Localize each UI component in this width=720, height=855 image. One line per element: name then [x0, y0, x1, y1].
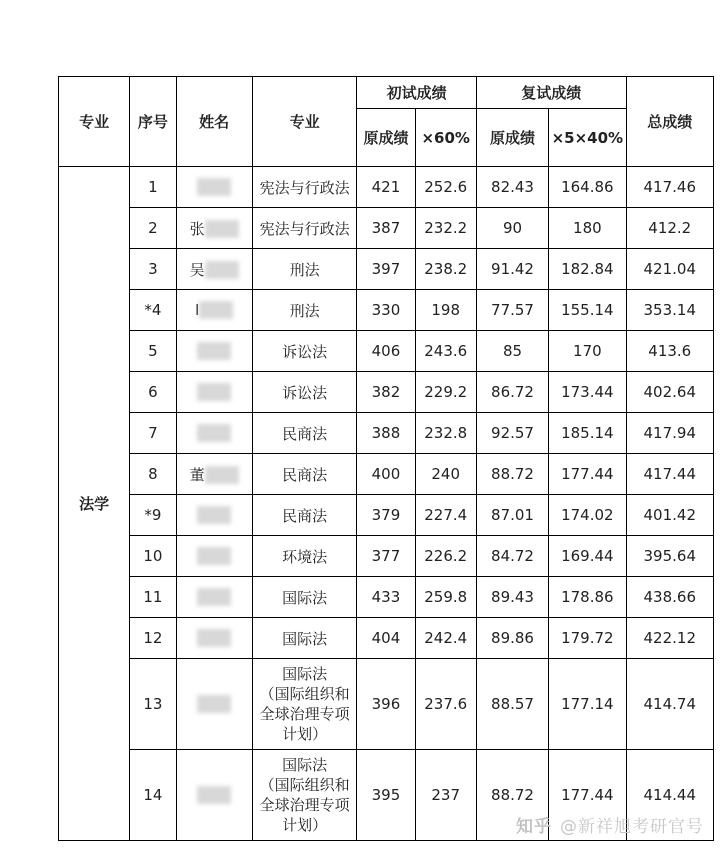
cell-seq: 3 — [130, 249, 176, 290]
name-redaction-blur — [197, 424, 231, 442]
cell-total: 417.94 — [626, 413, 713, 454]
cell-total: 353.14 — [626, 290, 713, 331]
cell-direction: 诉讼法 — [252, 331, 356, 372]
cell-initial-raw: 404 — [357, 618, 415, 659]
cell-name — [176, 454, 252, 495]
name-redaction-blur — [197, 383, 231, 401]
cell-seq: 7 — [130, 413, 176, 454]
cell-seq: 13 — [130, 659, 176, 750]
cell-initial-raw: 388 — [357, 413, 415, 454]
table-row — [59, 249, 714, 290]
cell-retest-weighted: 185.14 — [549, 413, 626, 454]
header-direction: 专业 — [252, 77, 356, 167]
table-row — [59, 413, 714, 454]
cell-direction: 民商法 — [252, 413, 356, 454]
cell-direction: 诉讼法 — [252, 372, 356, 413]
header-initial: 初试成绩 — [357, 77, 477, 109]
cell-initial-weighted: 227.4 — [415, 495, 476, 536]
name-redaction-blur — [197, 786, 231, 804]
watermark — [516, 812, 704, 837]
cell-initial-weighted: 232.2 — [415, 208, 476, 249]
cell-seq: 12 — [130, 618, 176, 659]
cell-direction: 宪法与行政法 — [252, 208, 356, 249]
cell-seq: 6 — [130, 372, 176, 413]
name-redaction-blur — [205, 261, 239, 279]
cell-initial-raw: 382 — [357, 372, 415, 413]
name-text: I — [194, 300, 200, 319]
cell-seq: 1 — [130, 167, 176, 208]
cell-name — [176, 413, 252, 454]
cell-total: 417.44 — [626, 454, 713, 495]
cell-name — [176, 618, 252, 659]
cell-initial-raw: 377 — [357, 536, 415, 577]
cell-retest-raw: 89.86 — [476, 618, 548, 659]
cell-initial-weighted: 237 — [415, 750, 476, 841]
cell-name — [176, 495, 252, 536]
cell-retest-raw: 88.72 — [476, 454, 548, 495]
cell-direction: 国际法 （国际组织和 全球治理专项 计划） — [252, 659, 356, 750]
cell-direction: 民商法 — [252, 454, 356, 495]
cell-name — [176, 290, 252, 331]
cell-direction: 民商法 — [252, 495, 356, 536]
header-retest: 复试成绩 — [476, 77, 626, 109]
cell-retest-weighted: 177.44 — [549, 750, 626, 841]
cell-total: 401.42 — [626, 495, 713, 536]
table-row — [59, 659, 714, 750]
table-row — [59, 167, 714, 208]
table-body — [59, 167, 714, 841]
table-row — [59, 618, 714, 659]
table-row — [59, 536, 714, 577]
cell-total: 438.66 — [626, 577, 713, 618]
cell-initial-weighted: 229.2 — [415, 372, 476, 413]
cell-direction: 宪法与行政法 — [252, 167, 356, 208]
cell-seq: *9 — [130, 495, 176, 536]
header-major: 专业 — [59, 77, 130, 167]
cell-name — [176, 659, 252, 750]
cell-direction: 环境法 — [252, 536, 356, 577]
cell-name — [176, 167, 252, 208]
cell-initial-raw: 387 — [357, 208, 415, 249]
cell-initial-raw: 400 — [357, 454, 415, 495]
admission-table — [58, 76, 714, 841]
cell-initial-raw: 396 — [357, 659, 415, 750]
cell-direction: 国际法 （国际组织和 全球治理专项 计划） — [252, 750, 356, 841]
cell-direction: 国际法 — [252, 577, 356, 618]
cell-initial-weighted: 238.2 — [415, 249, 476, 290]
cell-name — [176, 208, 252, 249]
header-retest-weighted: ×5×40% — [549, 109, 626, 167]
cell-name — [176, 372, 252, 413]
name-text: 吴 — [189, 260, 205, 279]
cell-retest-weighted: 182.84 — [549, 249, 626, 290]
cell-initial-weighted: 240 — [415, 454, 476, 495]
cell-retest-raw: 85 — [476, 331, 548, 372]
header-name: 姓名 — [176, 77, 252, 167]
cell-seq: 2 — [130, 208, 176, 249]
cell-initial-weighted: 242.4 — [415, 618, 476, 659]
watermark-text: @新祥旭考研官号 — [560, 817, 704, 837]
name-redaction-blur — [205, 466, 239, 484]
name-redaction-blur — [197, 342, 231, 360]
name-text: 张 — [189, 219, 205, 238]
major-group-cell: 法学 — [59, 167, 130, 841]
cell-retest-raw: 87.01 — [476, 495, 548, 536]
cell-retest-weighted: 177.44 — [549, 454, 626, 495]
cell-total: 421.04 — [626, 249, 713, 290]
table-row — [59, 372, 714, 413]
cell-initial-raw: 395 — [357, 750, 415, 841]
header-retest-raw: 原成绩 — [476, 109, 548, 167]
name-redaction-blur — [197, 506, 231, 524]
cell-initial-weighted: 259.8 — [415, 577, 476, 618]
name-redaction-blur — [197, 629, 231, 647]
cell-retest-raw: 88.57 — [476, 659, 548, 750]
cell-retest-raw: 86.72 — [476, 372, 548, 413]
table-row — [59, 495, 714, 536]
cell-seq: *4 — [130, 290, 176, 331]
cell-retest-weighted: 155.14 — [549, 290, 626, 331]
name-redaction-blur — [197, 695, 231, 713]
zhihu-logo: 知乎 — [516, 817, 552, 837]
table-row — [59, 290, 714, 331]
cell-retest-weighted: 180 — [549, 208, 626, 249]
cell-name — [176, 249, 252, 290]
cell-retest-raw: 91.42 — [476, 249, 548, 290]
cell-total: 402.64 — [626, 372, 713, 413]
name-text: 董 — [189, 465, 205, 484]
name-redaction-blur — [199, 301, 233, 319]
name-redaction-blur — [205, 220, 239, 238]
cell-retest-raw: 92.57 — [476, 413, 548, 454]
cell-retest-weighted: 173.44 — [549, 372, 626, 413]
header-total: 总成绩 — [626, 77, 713, 167]
cell-direction: 刑法 — [252, 249, 356, 290]
cell-retest-weighted: 178.86 — [549, 577, 626, 618]
cell-total: 395.64 — [626, 536, 713, 577]
table-row — [59, 331, 714, 372]
cell-name — [176, 750, 252, 841]
cell-initial-weighted: 232.8 — [415, 413, 476, 454]
cell-retest-raw: 82.43 — [476, 167, 548, 208]
cell-initial-raw: 406 — [357, 331, 415, 372]
cell-name — [176, 577, 252, 618]
table-row — [59, 577, 714, 618]
cell-retest-raw: 84.72 — [476, 536, 548, 577]
table-row — [59, 454, 714, 495]
cell-retest-weighted: 170 — [549, 331, 626, 372]
header-initial-raw: 原成绩 — [357, 109, 415, 167]
name-redaction-blur — [197, 547, 231, 565]
cell-initial-raw: 421 — [357, 167, 415, 208]
name-redaction-blur — [197, 588, 231, 606]
cell-retest-weighted: 174.02 — [549, 495, 626, 536]
cell-retest-raw: 89.43 — [476, 577, 548, 618]
cell-seq: 10 — [130, 536, 176, 577]
cell-initial-weighted: 226.2 — [415, 536, 476, 577]
cell-initial-weighted: 252.6 — [415, 167, 476, 208]
cell-initial-raw: 397 — [357, 249, 415, 290]
cell-seq: 8 — [130, 454, 176, 495]
cell-initial-raw: 433 — [357, 577, 415, 618]
cell-seq: 14 — [130, 750, 176, 841]
cell-direction: 国际法 — [252, 618, 356, 659]
cell-initial-raw: 330 — [357, 290, 415, 331]
cell-initial-weighted: 237.6 — [415, 659, 476, 750]
cell-total: 413.6 — [626, 331, 713, 372]
table-row — [59, 208, 714, 249]
cell-retest-weighted: 177.14 — [549, 659, 626, 750]
cell-total: 417.46 — [626, 167, 713, 208]
cell-total: 414.44 — [626, 750, 713, 841]
cell-name — [176, 536, 252, 577]
cell-retest-weighted: 179.72 — [549, 618, 626, 659]
cell-total: 412.2 — [626, 208, 713, 249]
name-redaction-blur — [197, 178, 231, 196]
cell-retest-weighted: 169.44 — [549, 536, 626, 577]
header-seq: 序号 — [130, 77, 176, 167]
cell-initial-raw: 379 — [357, 495, 415, 536]
cell-name — [176, 331, 252, 372]
header-initial-weighted: ×60% — [415, 109, 476, 167]
cell-retest-raw: 77.57 — [476, 290, 548, 331]
cell-initial-weighted: 243.6 — [415, 331, 476, 372]
cell-total: 414.74 — [626, 659, 713, 750]
cell-initial-weighted: 198 — [415, 290, 476, 331]
cell-seq: 5 — [130, 331, 176, 372]
cell-direction: 刑法 — [252, 290, 356, 331]
cell-retest-weighted: 164.86 — [549, 167, 626, 208]
cell-retest-raw: 88.72 — [476, 750, 548, 841]
cell-seq: 11 — [130, 577, 176, 618]
cell-total: 422.12 — [626, 618, 713, 659]
cell-retest-raw: 90 — [476, 208, 548, 249]
